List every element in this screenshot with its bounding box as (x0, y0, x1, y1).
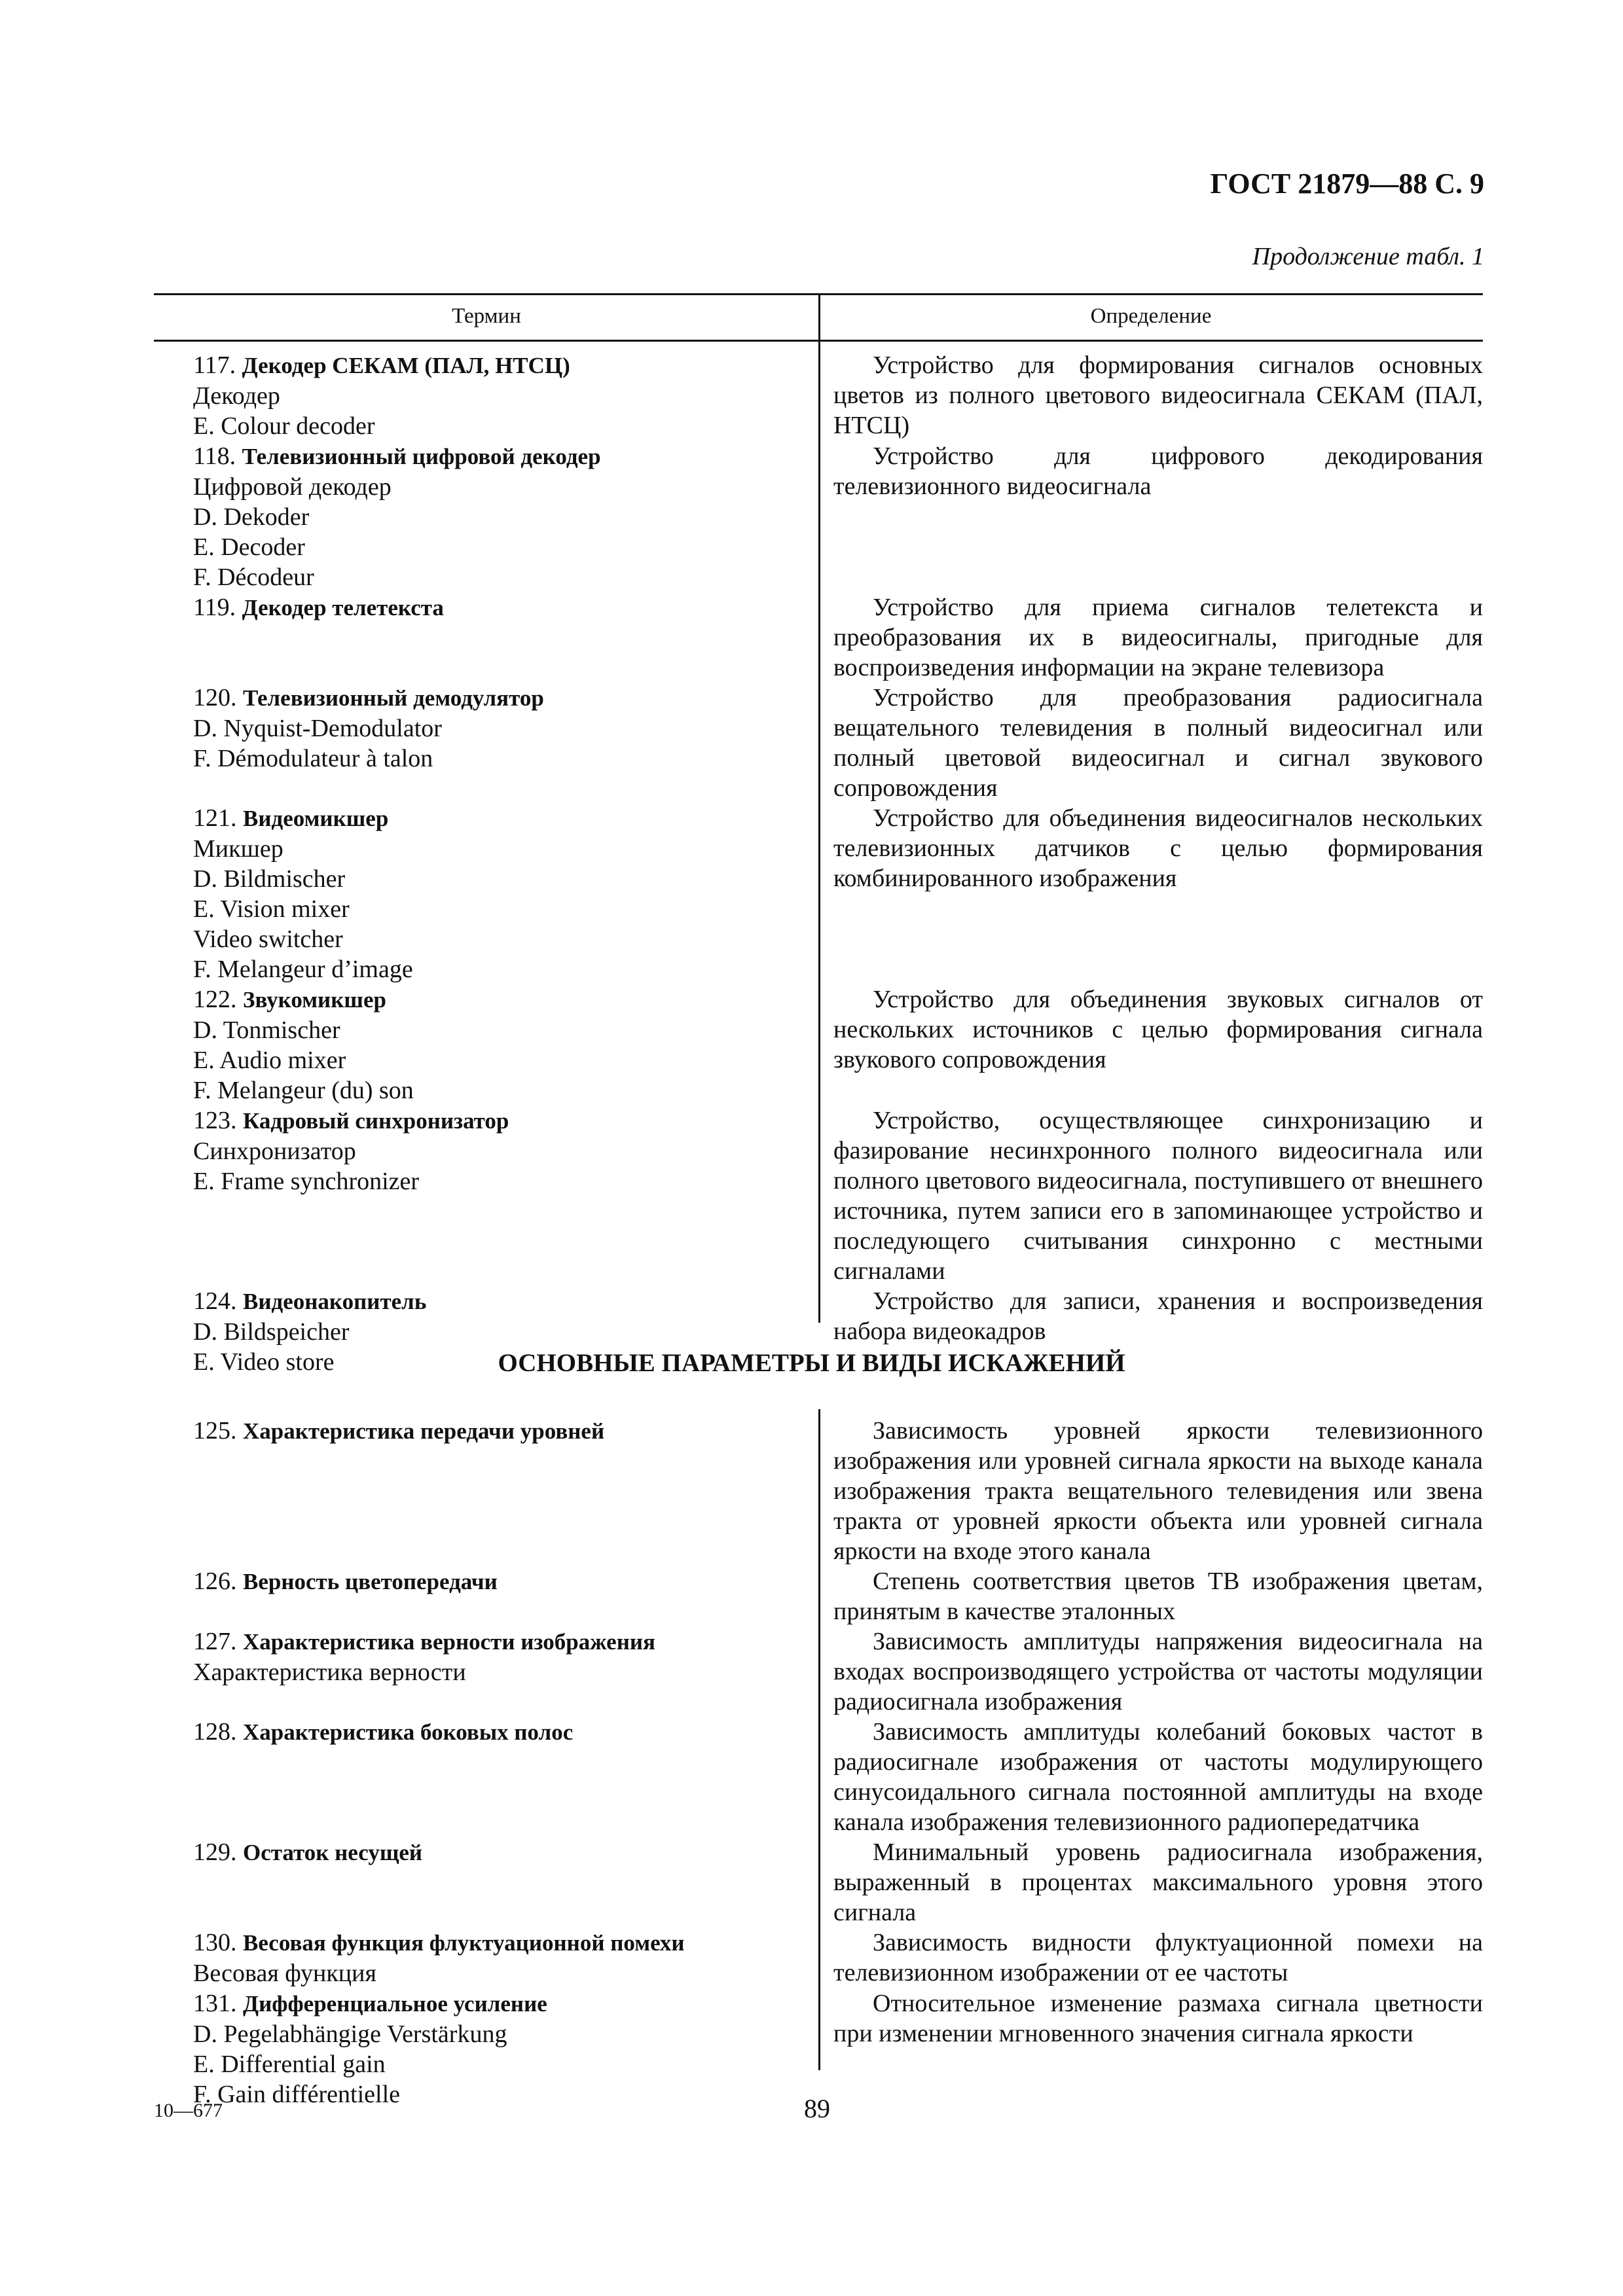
column-header-term: Термин (452, 304, 521, 328)
term-title: Весовая функция флуктуационной помехи (243, 1930, 685, 1956)
term-cell (154, 803, 819, 984)
term-number: 117. (193, 351, 242, 379)
term-synonym: E. Audio mixer (193, 1047, 346, 1074)
term-title: Видеонакопитель (243, 1289, 427, 1314)
term-name (193, 803, 806, 834)
definition-cell (819, 441, 1483, 501)
definition-text: Зависимость уровней яркости телевизионного изображения или уровней сигнала яркости на выходе канала изображения тракта вещательного телевидения или звена тракта от уровней яркости объекта или уровней сигнала яркости на входе этого канала (833, 1417, 1483, 1565)
term-name (193, 1837, 806, 1868)
definition-text: Устройство для записи, хранения и воспроизведения набора видеокадров (833, 1287, 1483, 1345)
term-synonym: Характеристика верности (193, 1659, 466, 1686)
term-title: Остаток несущей (243, 1840, 423, 1865)
term-name (193, 1566, 806, 1597)
term-title: Декодер телетекста (242, 595, 444, 620)
term-synonym: F. Melangeur d’image (193, 956, 413, 983)
term-synonym: Декодер (193, 382, 280, 410)
term-number: 119. (193, 594, 242, 621)
definition-text: Зависимость амплитуды колебаний боковых частот в радиосигнале изображения от частоты модулирующего синусоидального сигнала постоянной амплитуды на входе канала изображения телевизионного радиопередатчика (833, 1718, 1483, 1836)
term-synonym: Синхронизатор (193, 1138, 356, 1165)
definition-cell (819, 1626, 1483, 1717)
definition-text: Устройство для преобразования радиосигнала вещательного телевидения в полный видеосигнал или полный цветовой видеосигнал и сигнал звукового сопровождения (833, 684, 1483, 802)
term-name (193, 984, 806, 1015)
definition-text: Зависимость амплитуды напряжения видеосигнала на входах воспроизводящего устройства от частоты модуляции радиосигнала изображения (833, 1628, 1483, 1715)
term-name (193, 1988, 806, 2019)
definition-cell (819, 1928, 1483, 1988)
term-title: Телевизионный цифровой декодер (242, 444, 601, 469)
term-title: Характеристика верности изображения (243, 1629, 655, 1655)
definition-text: Степень соответствия цветов ТВ изображения цветам, принятым в качестве эталонных (833, 1568, 1483, 1625)
term-number: 130. (193, 1929, 243, 1956)
term-name (193, 1928, 806, 1958)
term-number: 125. (193, 1417, 243, 1444)
term-title: Верность цветопередачи (243, 1569, 498, 1594)
term-number: 118. (193, 442, 242, 470)
term-synonym: E. Vision mixer (193, 895, 350, 923)
term-title: Видеомикшер (243, 806, 389, 831)
term-cell (154, 441, 819, 592)
definition-cell (819, 1566, 1483, 1626)
terms-table-1 (154, 350, 1483, 1377)
definition-cell (819, 683, 1483, 803)
term-cell (154, 984, 819, 1105)
definition-cell (819, 1837, 1483, 1928)
term-synonym: F. Démodulateur à talon (193, 745, 433, 772)
column-divider (818, 338, 820, 1323)
term-name (193, 350, 806, 381)
term-cell (154, 1626, 819, 1687)
page-number: 89 (804, 2094, 830, 2123)
term-name (193, 1105, 806, 1136)
term-synonym: E. Frame synchronizer (193, 1168, 420, 1195)
term-synonym: F. Melangeur (du) son (193, 1077, 414, 1104)
term-synonym: Цифровой декодер (193, 473, 392, 501)
definition-text: Устройство для формирования сигналов основных цветов из полного цветового видеосигнала СЕКАМ (ПАЛ, НТСЦ) (833, 351, 1483, 439)
definition-cell (819, 1416, 1483, 1566)
term-number: 126. (193, 1568, 243, 1595)
term-synonym: E. Differential gain (193, 2051, 386, 2078)
definition-text: Устройство, осуществляющее синхронизацию и фазирование несинхронного полного видеосигнала или полного цветового видеосигнала, поступившего от внешнего источника, путем записи его в запоминающее устройство и последующего считывания синхронно с местными сигналами (833, 1107, 1483, 1285)
definition-cell (819, 1988, 1483, 2049)
column-header-definition: Определение (1090, 304, 1212, 328)
term-cell (154, 1105, 819, 1196)
column-divider (818, 1409, 820, 2070)
term-synonym: Video switcher (193, 925, 343, 953)
definition-text: Устройство для цифрового декодирования телевизионного видеосигнала (833, 442, 1483, 500)
term-number: 124. (193, 1287, 243, 1315)
definition-text: Зависимость видности флуктуационной помехи на телевизионном изображении от ее частоты (833, 1929, 1483, 1986)
term-title: Характеристика передачи уровней (243, 1418, 605, 1444)
term-synonym: E. Video store (193, 1348, 335, 1376)
term-name (193, 441, 806, 472)
term-name (193, 1416, 806, 1446)
term-number: 127. (193, 1628, 243, 1655)
term-title: Кадровый синхронизатор (243, 1108, 509, 1134)
term-name (193, 683, 806, 713)
document-header: ГОСТ 21879—88 С. 9 (1210, 168, 1484, 200)
term-cell (154, 1837, 819, 1868)
term-number: 123. (193, 1107, 243, 1134)
term-name (193, 592, 806, 623)
term-synonym: E. Decoder (193, 533, 305, 561)
terms-table-2 (154, 1416, 1483, 2109)
term-synonym: D. Bildspeicher (193, 1318, 350, 1346)
term-number: 131. (193, 1990, 243, 2017)
term-cell (154, 1717, 819, 1748)
definition-cell (819, 592, 1483, 683)
definition-cell (819, 350, 1483, 440)
term-number: 120. (193, 684, 243, 711)
definition-text: Минимальный уровень радиосигнала изображения, выраженный в процентах максимального уровня этого сигнала (833, 1839, 1483, 1926)
header-divider (818, 295, 820, 340)
term-cell (154, 1416, 819, 1446)
definition-cell (819, 1105, 1483, 1286)
term-synonym: D. Bildmischer (193, 865, 346, 893)
term-title: Звукомикшер (243, 987, 386, 1013)
term-title: Телевизионный демодулятор (243, 685, 544, 711)
term-synonym: D. Dekoder (193, 503, 310, 531)
term-synonym: D. Nyquist-Demodulator (193, 715, 442, 742)
term-cell (154, 350, 819, 441)
term-synonym: Микшер (193, 835, 283, 863)
term-number: 129. (193, 1839, 243, 1866)
definition-cell (819, 984, 1483, 1075)
term-title: Характеристика боковых полос (243, 1719, 574, 1745)
footer-code: 10—677 (154, 2100, 223, 2121)
definition-text: Устройство для объединения звуковых сигналов от нескольких источников с целью формирования сигнала звукового сопровождения (833, 986, 1483, 1073)
term-number: 128. (193, 1718, 243, 1746)
term-cell (154, 683, 819, 774)
term-synonym: F. Gain différentielle (193, 2081, 400, 2108)
definition-text: Относительное изменение размаха сигнала цветности при изменении мгновенного значения сигнала яркости (833, 1990, 1483, 2047)
term-cell (154, 592, 819, 623)
definition-cell (819, 1717, 1483, 1837)
table-header (154, 293, 1483, 342)
term-name (193, 1286, 806, 1317)
term-synonym: Весовая функция (193, 1960, 376, 1987)
table-continuation: Продолжение табл. 1 (1252, 243, 1484, 270)
term-number: 122. (193, 986, 243, 1013)
term-number: 121. (193, 804, 243, 832)
term-synonym: D. Tonmischer (193, 1016, 340, 1044)
term-title: Декодер СЕКАМ (ПАЛ, НТСЦ) (242, 353, 570, 378)
term-synonym: D. Pegelabhängige Verstärkung (193, 2020, 507, 2048)
term-cell (154, 1566, 819, 1597)
term-cell (154, 1988, 819, 2109)
term-cell (154, 1928, 819, 1988)
term-synonym: E. Colour decoder (193, 412, 375, 440)
term-name (193, 1717, 806, 1748)
term-title: Дифференциальное усиление (243, 1991, 547, 2017)
definition-text: Устройство для приема сигналов телетекста и преобразования их в видеосигналы, пригодные для воспроизведения информации на экране телевизора (833, 594, 1483, 681)
term-synonym: F. Décodeur (193, 564, 314, 591)
definition-cell (819, 1286, 1483, 1346)
definition-text: Устройство для объединения видеосигналов нескольких телевизионных датчиков с целью формирования комбинированного изображения (833, 804, 1483, 892)
section-title: ОСНОВНЫЕ ПАРАМЕТРЫ И ВИДЫ ИСКАЖЕНИЙ (498, 1349, 1125, 1377)
term-name (193, 1626, 806, 1657)
definition-cell (819, 803, 1483, 893)
